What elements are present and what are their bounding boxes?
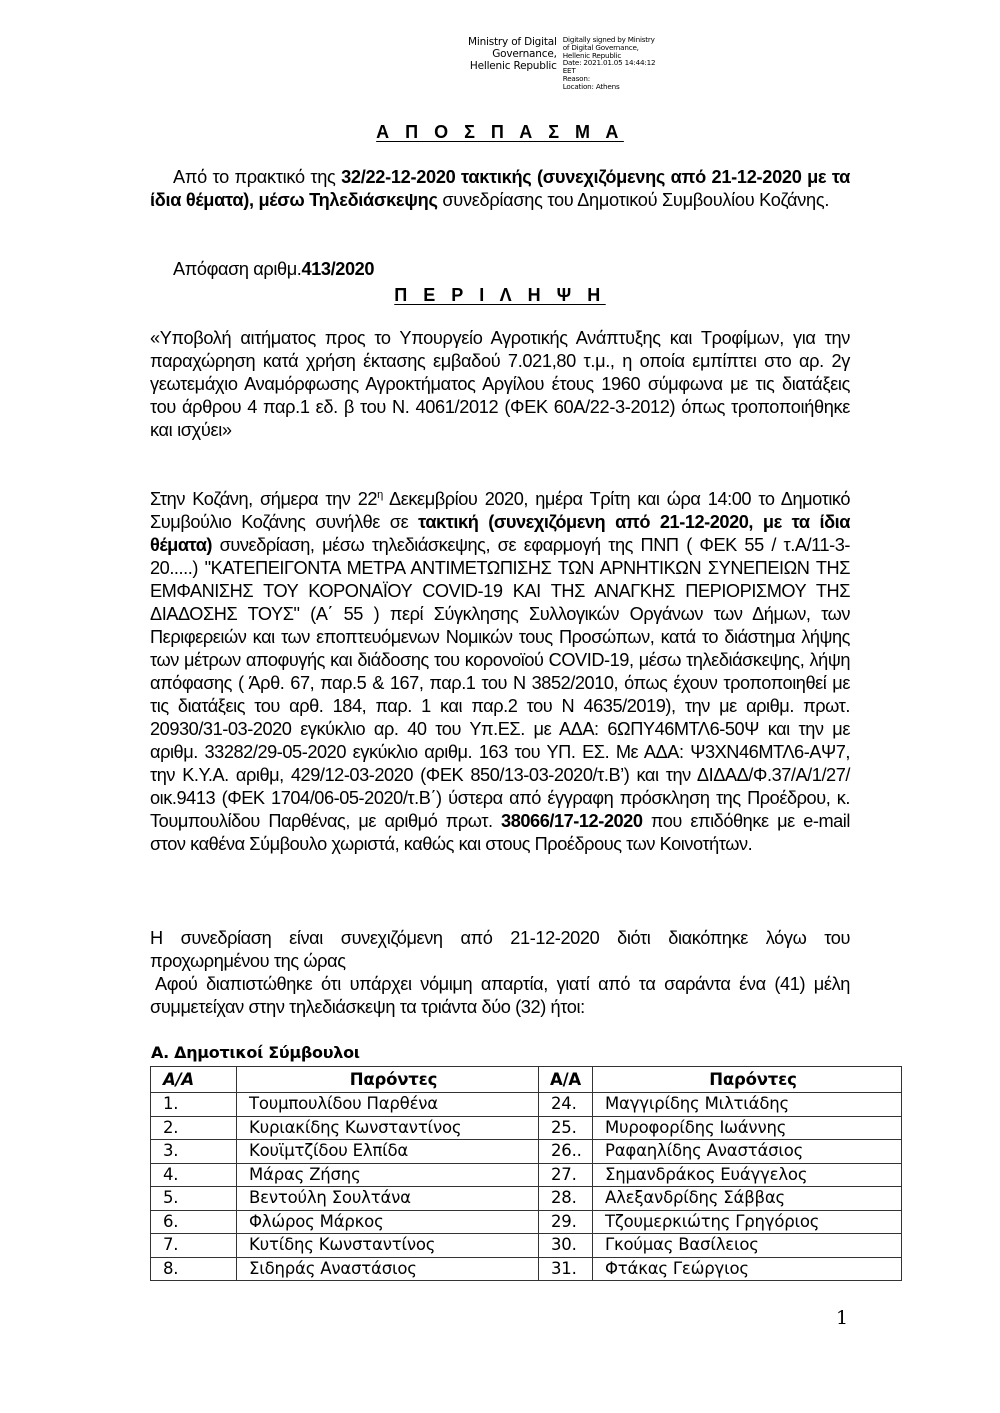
table-row bbox=[151, 1187, 902, 1211]
document-title: Α Π Ο Σ Π Α Σ Μ Α bbox=[376, 122, 624, 142]
member-name: Γκούμας Βασίλειος bbox=[593, 1234, 902, 1258]
member-name: Κυριακίδης Κωνσταντίνος bbox=[237, 1116, 539, 1140]
section-title: Α. Δημοτικοί Σύμβουλοι bbox=[151, 1043, 360, 1062]
row-number: 24. bbox=[539, 1093, 593, 1117]
row-number: 26.. bbox=[539, 1140, 593, 1164]
digital-signature-stamp bbox=[468, 36, 655, 91]
row-number: 30. bbox=[539, 1234, 593, 1258]
member-name: Ραφαηλίδης Αναστάσιος bbox=[593, 1140, 902, 1164]
table-row bbox=[151, 1116, 902, 1140]
intro-paragraph: Από το πρακτικό της 32/22-12-2020 τακτικής (συνεχιζόμενης από 21-12-2020 με τα ίδια θέματα), μέσω Τηλεδιάσκεψης συνεδρίασης του Δημοτικού Συμβουλίου Κοζάνης. bbox=[150, 167, 851, 210]
member-name: Τζουμερκιώτης Γρηγόριος bbox=[593, 1210, 902, 1234]
member-name: Αλεξανδρίδης Σάββας bbox=[593, 1187, 902, 1211]
column-header-aa: Α/Α bbox=[151, 1067, 237, 1093]
member-name: Μάρας Ζήσης bbox=[237, 1163, 539, 1187]
row-number: 4. bbox=[151, 1163, 237, 1187]
column-header-aa: Α/Α bbox=[539, 1067, 593, 1093]
member-name: Κουϊμτζίδου Ελπίδα bbox=[237, 1140, 539, 1164]
table-row bbox=[151, 1210, 902, 1234]
summary-paragraph: «Υποβολή αιτήματος προς το Υπουργείο Αγροτικής Ανάπτυξης και Τροφίμων, για την παραχώρηση κατά χρήση έκτασης εμβαδού 7.021,80 τ.μ., η οποία εμπίπτει στο αρ. 2γ γεωτεμάχιο Αναμόρφωσης Αγροκτήματος Αργίλου έτους 1960 σύμφωνα με τις διατάξεις του άρθρου 4 παρ.1 εδ. β του Ν. 4061/2012 (ΦΕΚ 60Α/22-3-2012) όπως τροποποιήθηκε και ισχύει» bbox=[150, 328, 850, 440]
column-header-present: Παρόντες bbox=[237, 1067, 539, 1093]
member-name: Μαγγιρίδης Μιλτιάδης bbox=[593, 1093, 902, 1117]
summary-title: Π Ε Ρ Ι Λ Η Ψ Η bbox=[394, 285, 606, 305]
row-number: 27. bbox=[539, 1163, 593, 1187]
member-name: Φλώρος Μάρκος bbox=[237, 1210, 539, 1234]
decision-number: Απόφαση αριθμ.413/2020 bbox=[173, 259, 375, 279]
row-number: 3. bbox=[151, 1140, 237, 1164]
member-name: Βεντούλη Σουλτάνα bbox=[237, 1187, 539, 1211]
quorum-paragraph: Αφού διαπιστώθηκε ότι υπάρχει νόμιμη απαρτία, γιατί από τα σαράντα ένα (41) μέλη συμμετείχαν στην τηλεδιάσκεψη τα τριάντα δύο (32) ήτοι: bbox=[150, 974, 850, 1017]
row-number: 25. bbox=[539, 1116, 593, 1140]
members-table bbox=[150, 1066, 902, 1281]
table-row bbox=[151, 1257, 902, 1281]
signature-details: Digitally signed by Ministry of Digital Governance, Hellenic Republic Date: 2021.01.05 14:44:12 EET Reason: Location: Athens bbox=[562, 35, 656, 91]
meeting-details-paragraph: Στην Κοζάνη, σήμερα την $22^\eta$ Δεκεμβρίου 2020, ημέρα Τρίτη και ώρα 14:00 το Δημοτικό Συμβούλιο Κοζάνης συνήλθε σε τακτική (συνεχιζόμενη από 21-12-2020, με τα ίδια θέματα) συνεδρίαση, μέσω τηλεδιάσκεψης, σε εφαρμογή της ΠΝΠ ( ΦΕΚ 55 / τ.Α/11-3-20.....) "ΚΑΤΕΠΕΙΓΟΝΤΑ ΜΕΤΡΑ ΑΝΤΙΜΕΤΩΠΙΣΗΣ ΤΩΝ ΑΡΝΗΤΙΚΩΝ ΣΥΝΕΠΕΙΩΝ ΤΗΣ ΕΜΦΑΝΙΣΗΣ ΤΟΥ ΚΟΡΟΝΑΪΟΥ COVID-19 ΚΑΙ ΤΗΣ ΑΝΑΓΚΗΣ ΠΕΡΙΟΡΙΣΜΟΥ ΤΗΣ ΔΙΑΔΟΣΗΣ ΤΟΥΣ" (Α΄ 55 ) περί Σύγκλησης Συλλογικών Οργάνων των Δήμων, των Περιφερειών και των εποπτευόμενων Νομικών τους Προσώπων, κατά το διάστημα λήψης των μέτρων αποφυγής και διάδοσης του κορονοϊού COVID-19, μέσω τηλεδιάσκεψης, λήψη απόφασης ( Άρθ. 67, παρ.5 & 167, παρ.1 του Ν 3852/2010, όπως έχουν τροποποιηθεί με τις διατάξεις του αρθ. 184, παρ. 1 και παρ.2 του Ν 4635/2019), την με αριθμ. πρωτ. 20930/31-03-2020 εγκύκλιο αρ. 40 του Υπ.ΕΣ. με ΑΔΑ: 6ΩΠΥ46ΜΤΛ6-50Ψ και την με αριθμ. 33282/29-05-2020 εγκύκλιο αριθμ. 163 του ΥΠ. ΕΣ. Με ΑΔΑ: Ψ3ΧΝ46ΜΤΛ6-ΑΨ7, την Κ.Υ.Α. αριθμ, 429/12-03-2020 (ΦΕΚ 850/13-03-2020/τ.Β’) και την ΔΙΔΑΔ/Φ.37/Α/1/27/οικ.9413 (ΦΕΚ 1704/06-05-2020/τ.Β΄) ύστερα από έγγραφη πρόσκληση της Προέδρου, κ. Τουμπουλίδου Παρθένας, με αριθμό πρωτ. 38066/17-12-2020 που επιδόθηκε με e-mail στον καθένα Σύμβουλο χωριστά, καθώς και στους Προέδρους των Κοινοτήτων. bbox=[150, 489, 851, 854]
continuation-paragraph: Η συνεδρίαση είναι συνεχιζόμενη από 21-12-2020 διότι διακόπηκε λόγω του προχωρημένου της ώρας bbox=[150, 928, 850, 971]
row-number: 28. bbox=[539, 1187, 593, 1211]
member-name: Μυροφορίδης Ιωάννης bbox=[593, 1116, 902, 1140]
row-number: 8. bbox=[151, 1257, 237, 1281]
signer-name: Ministry of Digital Governance, Hellenic Republic bbox=[468, 36, 557, 72]
row-number: 29. bbox=[539, 1210, 593, 1234]
row-number: 31. bbox=[539, 1257, 593, 1281]
row-number: 2. bbox=[151, 1116, 237, 1140]
member-name: Τουμπουλίδου Παρθένα bbox=[237, 1093, 539, 1117]
table-row bbox=[151, 1163, 902, 1187]
page-number: 1 bbox=[836, 1307, 849, 1329]
row-number: 1. bbox=[151, 1093, 237, 1117]
member-name: Φτάκας Γεώργιος bbox=[593, 1257, 902, 1281]
row-number: 7. bbox=[151, 1234, 237, 1258]
member-name: Κυτίδης Κωνσταντίνος bbox=[237, 1234, 539, 1258]
table-row bbox=[151, 1234, 902, 1258]
column-header-present: Παρόντες bbox=[593, 1067, 902, 1093]
row-number: 6. bbox=[151, 1210, 237, 1234]
table-row bbox=[151, 1140, 902, 1164]
member-name: Σημανδράκος Ευάγγελος bbox=[593, 1163, 902, 1187]
table-row bbox=[151, 1093, 902, 1117]
table-header-row bbox=[151, 1067, 902, 1093]
member-name: Σιδηράς Αναστάσιος bbox=[237, 1257, 539, 1281]
row-number: 5. bbox=[151, 1187, 237, 1211]
